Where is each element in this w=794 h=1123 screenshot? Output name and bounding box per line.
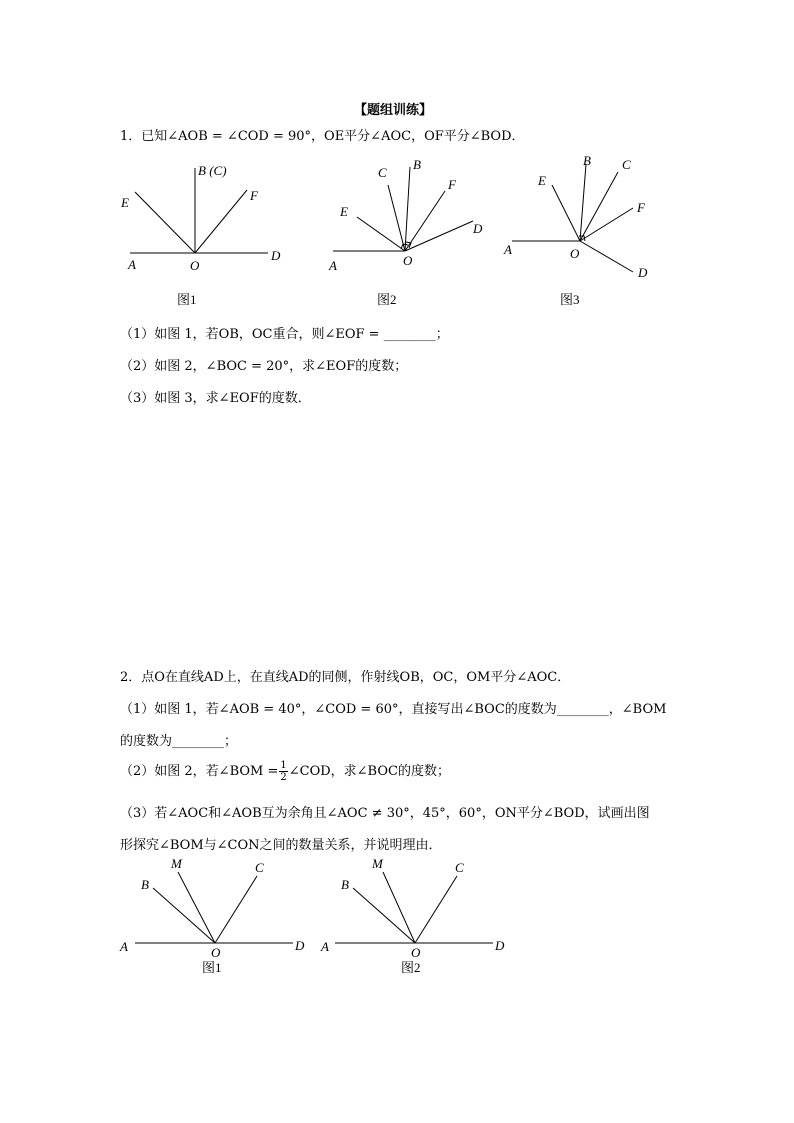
label-c: C (378, 165, 387, 180)
label-e: E (538, 173, 546, 188)
caption-fig2: 图2 (377, 292, 397, 307)
q2-part3-line2: 形探究∠BOM与∠CON之间的数量关系，并说明理由． (120, 838, 442, 853)
fraction-one-half (279, 760, 287, 783)
label-o: O (403, 253, 413, 268)
label-b-c: B (C) (198, 163, 227, 178)
label-d: D (271, 248, 281, 263)
label-a: A (120, 939, 128, 954)
ray-oe (552, 185, 580, 241)
label-c: C (622, 157, 631, 172)
ray-of (195, 190, 247, 253)
caption-fig1: 图1 (202, 960, 222, 975)
label-o: O (211, 945, 221, 960)
ray-om (178, 872, 215, 943)
ray-ob (153, 888, 215, 943)
q1-stem: 1．已知∠AOB = ∠COD = 90°，OE平分∠AOC，OF平分∠BOD． (120, 129, 525, 144)
label-a: A (329, 258, 337, 273)
q1-part2: （2）如图 2，∠BOC = 20°，求∠EOF的度数； (120, 359, 408, 374)
q2-figure-2 (315, 850, 515, 980)
label-b: B (141, 877, 149, 892)
fraction-numerator: 1 (280, 760, 287, 771)
q1-part3: （3）如图 3，求∠EOF的度数． (120, 391, 311, 406)
q2-part1-line1: （1）如图 1，若∠AOB = 40°，∠COD = 60°，直接写出∠BOC的度数为________，∠BOM (120, 702, 667, 717)
q1-figure-2 (325, 155, 495, 310)
label-a: A (504, 242, 512, 257)
label-b: B (341, 877, 349, 892)
label-d: D (495, 938, 505, 953)
ray-oc (580, 172, 618, 241)
label-e: E (121, 195, 129, 210)
label-m: M (171, 856, 182, 871)
label-c: C (255, 860, 264, 875)
ray-ob (580, 164, 586, 241)
q2-part3-line1: （3）若∠AOC和∠AOB互为余角且∠AOC ≠ 30°，45°，60°，ON平分∠BOD，试画出图 (120, 806, 650, 821)
ray-oc (215, 876, 257, 943)
ray-ob (405, 167, 410, 251)
label-a: A (321, 939, 329, 954)
ray-oc (415, 876, 457, 943)
label-d: D (295, 938, 305, 953)
ray-of (580, 208, 633, 241)
label-o: O (570, 246, 580, 261)
label-m: M (372, 856, 383, 871)
ray-ob (353, 888, 415, 943)
label-b: B (583, 153, 591, 168)
label-o: O (190, 258, 200, 273)
caption-fig1: 图1 (177, 292, 197, 307)
q2-part2-suffix: ∠COD，求∠BOC的度数； (288, 764, 450, 779)
caption-fig3: 图3 (560, 292, 580, 307)
label-c: C (455, 860, 464, 875)
label-o: O (411, 945, 421, 960)
caption-fig2: 图2 (401, 960, 421, 975)
label-d: D (473, 221, 483, 236)
q1-figure-1 (110, 160, 300, 310)
section-title: 【题组训练】 (354, 103, 433, 118)
q2-part2 (120, 760, 450, 783)
label-e: E (340, 204, 348, 219)
q2-part2-prefix: （2）如图 2，若∠BOM = (120, 764, 279, 779)
ray-od (580, 241, 633, 272)
q1-part1: （1）如图 1，若OB，OC重合，则∠EOF = ________； (120, 327, 449, 342)
label-f: F (448, 177, 456, 192)
label-a: A (128, 257, 136, 272)
ray-oe (135, 192, 195, 253)
q2-stem: 2．点O在直线AD上，在直线AD的同侧，作射线OB，OC，OM平分∠AOC． (120, 670, 571, 685)
label-f: F (250, 188, 258, 203)
q2-figure-1 (115, 850, 315, 980)
q1-figure-3 (500, 150, 670, 310)
label-d: D (638, 265, 648, 280)
q2-part1-line2: 的度数为________； (120, 734, 238, 749)
ray-om (383, 872, 415, 943)
label-f: F (637, 200, 645, 215)
label-b: B (413, 157, 421, 172)
fraction-denominator: 2 (280, 772, 287, 783)
